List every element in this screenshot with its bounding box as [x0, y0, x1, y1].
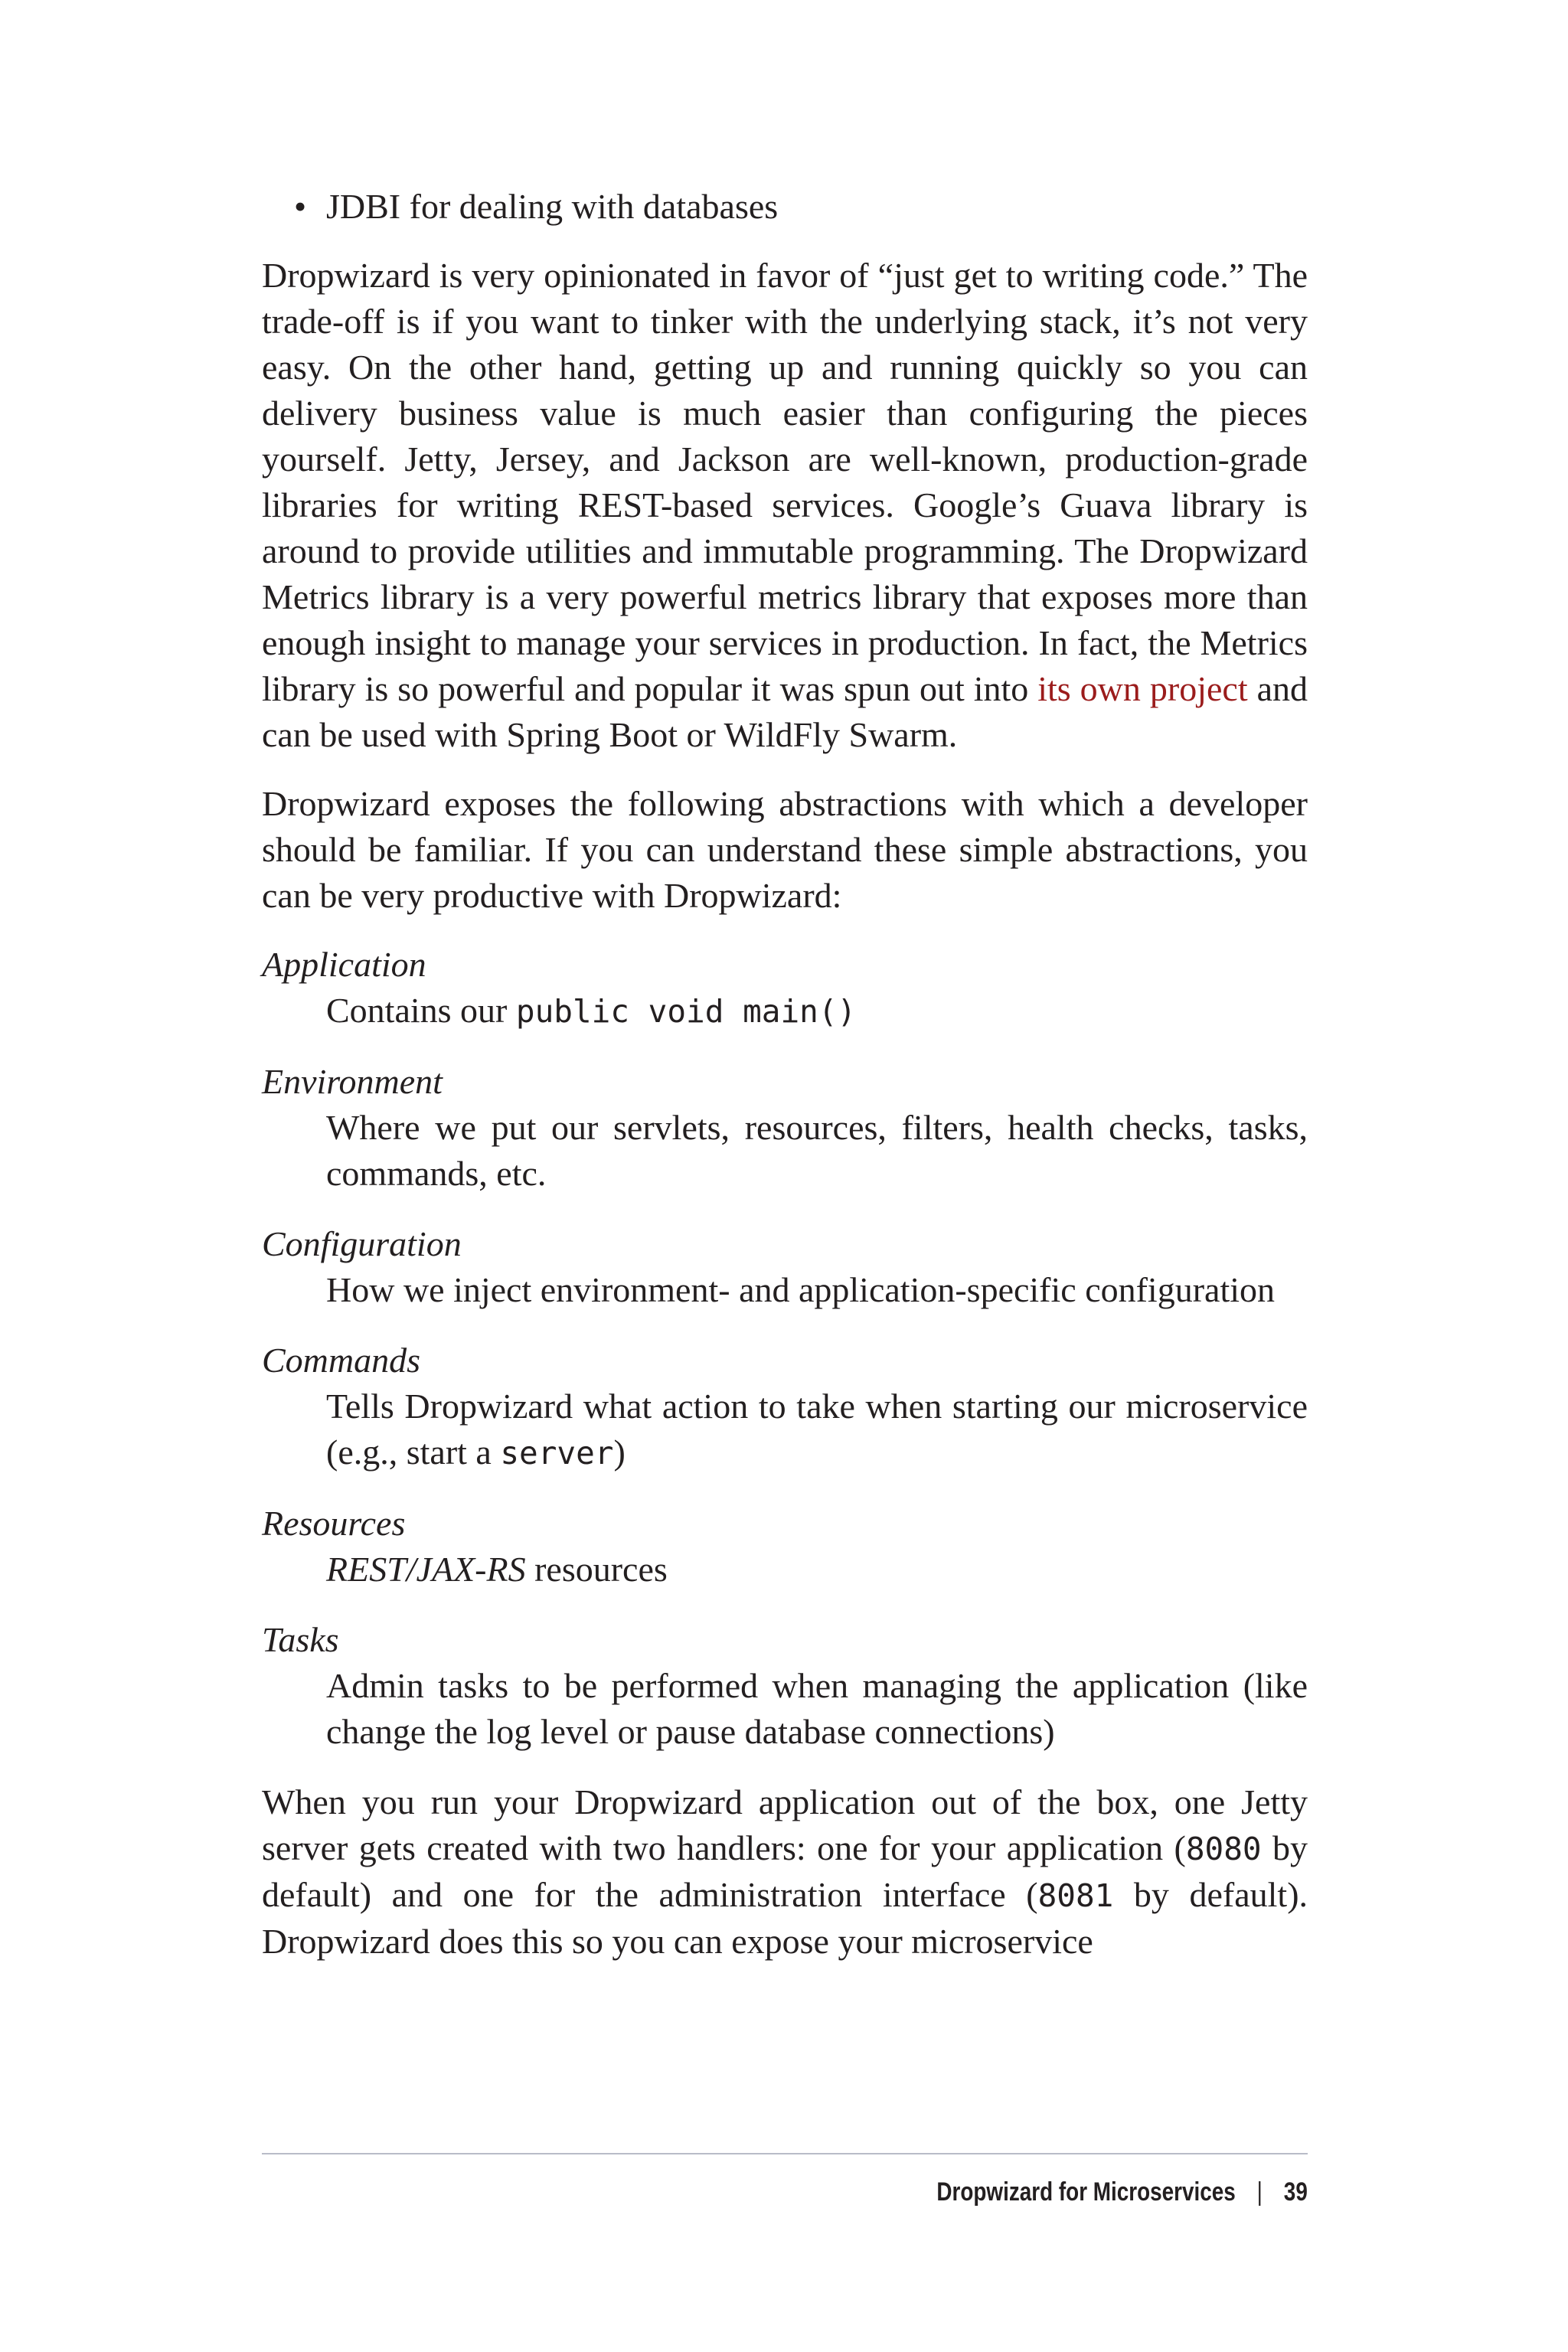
term-application: Application: [262, 945, 426, 984]
desc-configuration: How we inject environment- and application-specific configuration: [326, 1270, 1276, 1309]
definition-application: [262, 942, 1308, 1034]
desc-italic: REST/JAX-RS: [326, 1550, 526, 1589]
definition-tasks: [262, 1617, 1308, 1755]
desc-tasks: Admin tasks to be performed when managing the application (like change the log level or pause database connections): [326, 1666, 1308, 1751]
bullet-item: [262, 184, 1308, 230]
definition-environment: [262, 1059, 1308, 1197]
page-body: [262, 184, 1308, 1988]
definition-configuration: [262, 1221, 1308, 1313]
term-configuration: Configuration: [262, 1224, 462, 1263]
desc-commands: [326, 1383, 1308, 1476]
desc-text: Tells Dropwizard what action to take when starting our microservice (e.g., start a: [326, 1387, 1308, 1472]
bullet-text: JDBI for dealing with databases: [326, 187, 779, 226]
paragraph-text: and can be used with Spring Boot or WildFly Swarm.: [262, 669, 1308, 754]
desc-text-end: ): [613, 1432, 626, 1472]
code-port-8080: 8080: [1185, 1831, 1262, 1867]
paragraph-dropwizard-opinionated: [262, 253, 1308, 758]
desc-resources: [326, 1547, 1308, 1592]
definition-resources: [262, 1501, 1308, 1592]
desc-application: [326, 988, 1308, 1034]
term-environment: Environment: [262, 1062, 443, 1101]
paragraph-text: by default) and one for the administration interface (: [262, 1828, 1308, 1914]
paragraph-text: by default). Dropwizard does this so you can expose your microservice: [262, 1875, 1308, 1961]
page-footer: [262, 2153, 1308, 2207]
footer-section-title: Dropwizard for Microservices: [936, 2177, 1236, 2207]
code-public-void-main: public void main(): [515, 993, 857, 1030]
desc-environment: Where we put our servlets, resources, filters, health checks, tasks, commands, etc.: [326, 1108, 1308, 1193]
term-resources: Resources: [262, 1504, 406, 1543]
footer-separator: |: [1256, 2177, 1263, 2207]
paragraph-jetty-handlers: [262, 1779, 1308, 1965]
term-tasks: Tasks: [262, 1620, 339, 1659]
paragraph-abstractions-intro: Dropwizard exposes the following abstractions with which a developer should be familiar. If you can understand these simple abstractions, you can be very productive with Dropwizard:: [262, 784, 1308, 915]
desc-text: resources: [525, 1550, 668, 1589]
code-server: server: [500, 1435, 614, 1472]
term-commands: Commands: [262, 1341, 421, 1380]
bullet-marker: •: [294, 187, 307, 226]
definition-commands: [262, 1338, 1308, 1476]
desc-text: Contains our: [326, 991, 516, 1030]
its-own-project-link[interactable]: its own project: [1037, 669, 1248, 708]
page-number: 39: [1283, 2177, 1308, 2207]
paragraph-text: When you run your Dropwizard application out of the box, one Jetty server gets created with two handlers: one for your application (: [262, 1782, 1308, 1867]
code-port-8081: 8081: [1037, 1877, 1114, 1914]
running-footer: [937, 2177, 1308, 2207]
paragraph-text: Dropwizard is very opinionated in favor of “just get to writing code.” The trade-off is if you want to tinker with the underlying stack, it’s not very easy. On the other hand, getting up and running quickly so you can delivery business value is much easier than configuring the pieces yourself. Jetty, Jersey, and Jackson are well-known, production-grade libraries for writing REST-based services. Google’s Guava library is around to provide utilities and immutable programming. The Dropwizard Metrics library is a very powerful metrics library that exposes more than enough insight to manage your services in production. In fact, the Metrics library is so powerful and popular it was spun out into: [262, 256, 1308, 708]
